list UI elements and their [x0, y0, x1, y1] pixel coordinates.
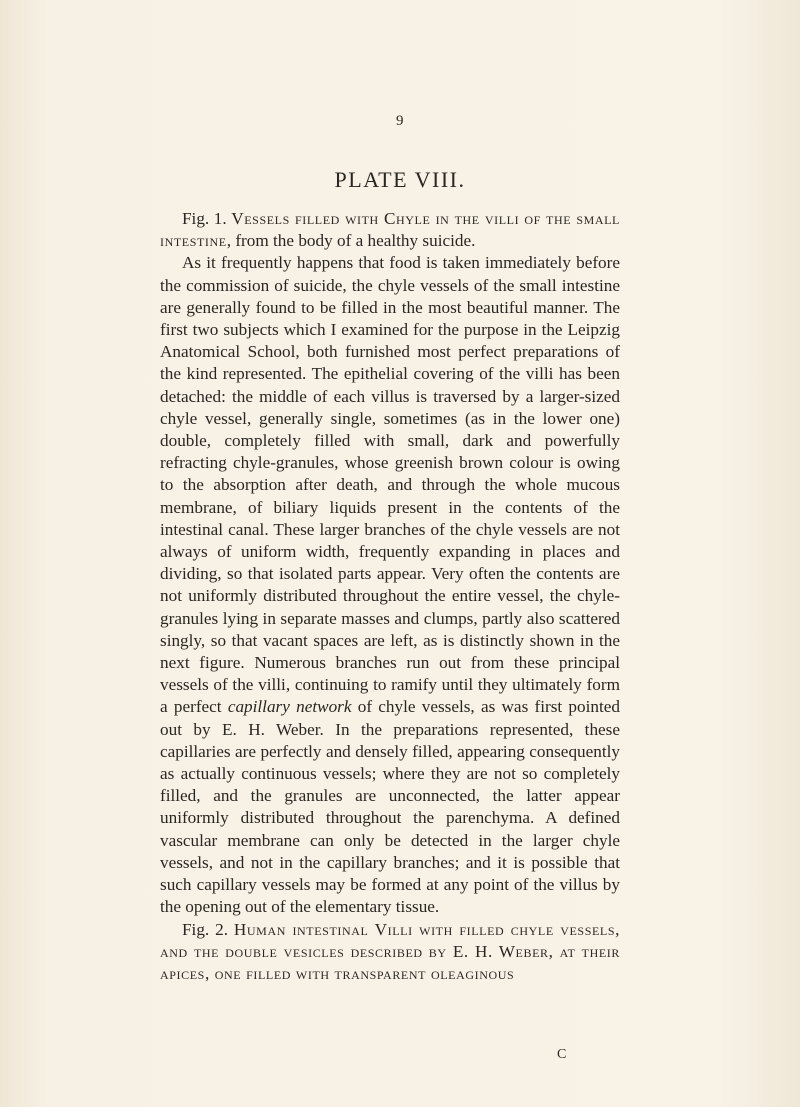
fig1-description: [160, 252, 620, 918]
signature-mark: C: [557, 1047, 568, 1062]
fig1-emphasis: capillary network: [227, 697, 352, 717]
fig1-caption-tail: , from the body of a healthy suicide.: [226, 231, 476, 251]
fig1-heading: [160, 208, 620, 252]
fig2-heading: [160, 919, 620, 986]
fig1-caption: Vessels filled with Chyle in the villi of the small intestine: [160, 209, 620, 251]
page-number: 9: [396, 113, 404, 129]
plate-title: PLATE VIII.: [334, 167, 466, 192]
body-text: [160, 208, 620, 985]
fig1-label: Fig. 1.: [182, 209, 227, 228]
fig1-text-part2: of chyle vessels, as was first pointed out by E. H. Weber. In the preparations represented, these capillaries are perfectly and densely filled, appearing consequently as actually continuous vessels; where they are not so completely filled, and the granules are unconnected, the latter appear uniformly distributed throughout the parenchyma. A defined vascular membrane can only be detected in the larger chyle vessels, and not in the capillary branches; and it is possible that such capillary vessels may be formed at any point of the villus by the opening out of the elementary tissue.: [160, 697, 620, 917]
fig2-label: Fig. 2.: [182, 919, 228, 939]
fig1-text-part1: As it frequently happens that food is taken immediately before the commission of suicide, the chyle vessels of the small intestine are generally found to be filled in the most beautiful manner. The first two subjects which I examined for the purpose in the Leipzig Anatomical School, both furnished most perfect preparations of the kind represented. The epithelial covering of the villi has been detached: the middle of each villus is traversed by a larger-sized chyle vessel, generally single, sometimes (as in the lower one) double, completely filled with small, dark and powerfully refracting chyle-granules, whose greenish brown colour is owing to the absorption after death, and through the whole mucous membrane, of biliary liquids present in the contents of the intestinal canal. These larger branches of the chyle vessels are not always of uniform width, frequently expanding in places and dividing, so that isolated parts appear. Very often the contents are not uniformly distributed throughout the entire vessel, the chyle-granules lying in separate masses and clumps, partly also scattered singly, so that vacant spaces are left, as is distinctly shown in the next figure. Numerous branches run out from these principal vessels of the villi, continuing to ramify until they ultimately form a perfect: [160, 253, 620, 717]
fig2-caption: Human intestinal Villi with filled chyle vessels, and the double vesicles described by E. H. Weber, at their apices, one filled with transparent oleaginous: [160, 919, 620, 983]
